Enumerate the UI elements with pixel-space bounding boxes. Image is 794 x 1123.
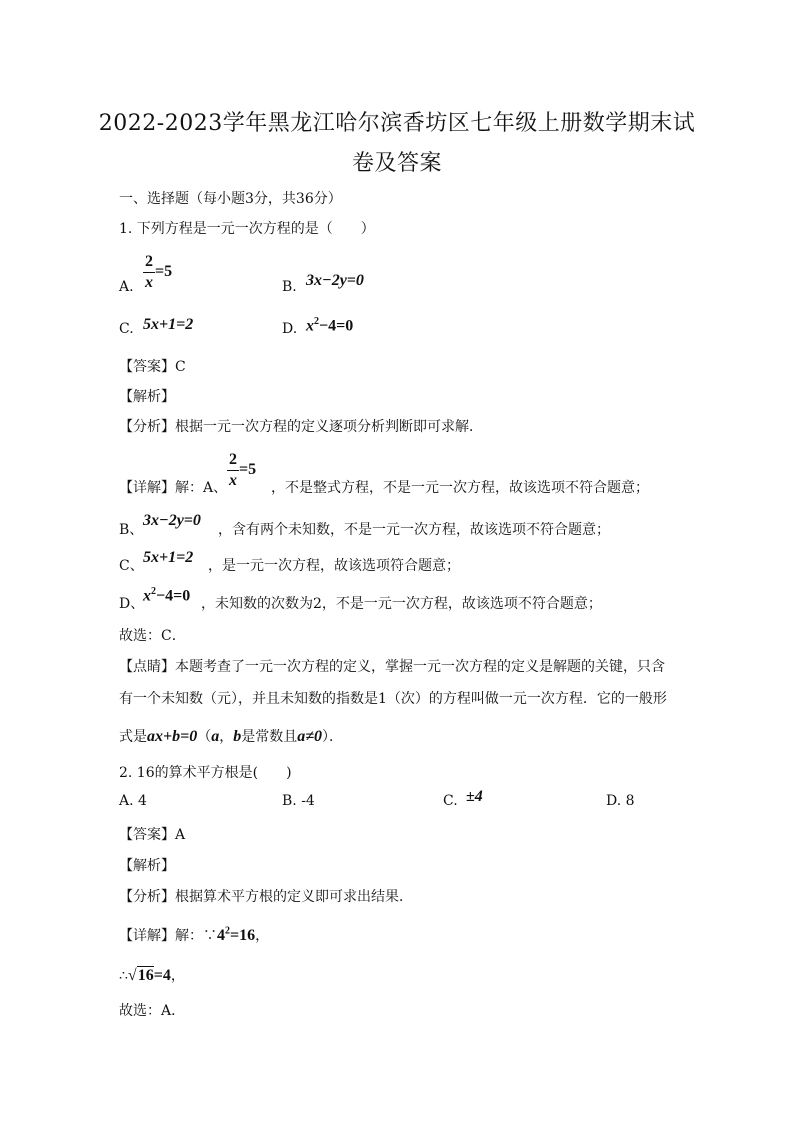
q1-option-c-math: 5x+1=2 xyxy=(143,316,194,333)
q2-option-d: D. 8 xyxy=(606,793,635,809)
math-rest: −4=0 xyxy=(156,587,191,605)
math-rest: =16 xyxy=(230,927,256,944)
q1-analysis-heading: 【解析】 xyxy=(119,389,175,405)
q2-therefore-line xyxy=(119,965,185,985)
q2-option-c-label: C. xyxy=(443,793,458,809)
dianjing-constant: 是常数且 xyxy=(241,729,298,745)
dianjing-comma: ， xyxy=(219,729,234,745)
q1-option-a-math xyxy=(143,254,172,291)
q1-detail-d-math xyxy=(143,586,190,605)
q1-fenxi: 【分析】根据一元一次方程的定义逐项分析判断即可求解． xyxy=(119,419,483,435)
q1-detail-b-math: 3x−2y=0 xyxy=(143,512,201,529)
dianjing-end: ）． xyxy=(322,729,344,745)
q2-option-b: B. -4 xyxy=(282,793,315,809)
doc-title-line-2: 卷及答案 xyxy=(351,151,442,176)
math-exponent: 2 xyxy=(151,586,156,597)
q2-comma: ， xyxy=(255,928,270,944)
q1-detail-c-text: ，是一元一次方程，故该选项符合题意； xyxy=(208,558,460,574)
equals-five: =5 xyxy=(155,263,173,281)
fraction-numerator: 2 xyxy=(227,452,239,471)
q1-detail-a-text: ，不是整式方程，不是一元一次方程，故该选项不符合题意； xyxy=(271,480,649,496)
section-heading: 一、选择题（每小题3分，共36分） xyxy=(119,191,342,207)
q2-answer: 【答案】A xyxy=(119,827,186,843)
var-b: b xyxy=(233,728,242,745)
q1-detail-b-text: ，含有两个未知数，不是一元一次方程，故该选项不符合题意； xyxy=(218,522,610,538)
q1-detail-d-prefix: D、 xyxy=(119,596,145,612)
q1-detail-b-prefix: B、 xyxy=(119,522,144,538)
q2-fenxi: 【分析】根据算术平方根的定义即可求出结果． xyxy=(119,889,413,905)
because-symbol: ∵ xyxy=(203,928,217,944)
q1-dianjing-line-2: 有一个未知数（元），并且未知数的指数是1（次）的方程叫做一元一次方程．它的一般形 xyxy=(119,691,667,707)
q1-dianjing-line-1: 【点睛】本题考查了一元一次方程的定义，掌握一元一次方程的定义是解题的关键，只含 xyxy=(119,659,665,675)
q1-detail-a-math xyxy=(227,452,256,489)
q2-comma: ， xyxy=(170,968,185,984)
q1-detail-d-text: ，未知数的次数为2，不是一元一次方程，故该选项不符合题意； xyxy=(201,596,602,612)
math-base: x xyxy=(306,317,314,335)
condition-math: a≠0 xyxy=(297,728,323,745)
q1-option-d-label: D. xyxy=(282,321,298,337)
q2-option-c-math: ±4 xyxy=(466,788,483,805)
q1-dianjing-line-3 xyxy=(119,726,343,746)
q2-choose: 故选：A． xyxy=(119,1003,186,1019)
power-math xyxy=(217,927,255,944)
dianjing-paren: （ xyxy=(197,729,212,745)
fraction-denominator: x xyxy=(145,274,153,291)
fraction-denominator: x xyxy=(229,472,237,489)
var-a: a xyxy=(211,728,220,745)
math-exponent: 2 xyxy=(225,925,230,937)
math-rest: −4=0 xyxy=(319,317,354,335)
q2-detail-prefix: 【详解】解： xyxy=(119,928,203,944)
general-form-math: ax+b=0 xyxy=(147,728,198,745)
math-base: x xyxy=(143,587,151,605)
q1-detail-prefix: 【详解】解：A、 xyxy=(119,480,228,496)
q1-option-d-math xyxy=(306,316,353,335)
sqrt-math xyxy=(128,966,171,984)
q1-detail-c-prefix: C、 xyxy=(119,558,144,574)
fraction-numerator: 2 xyxy=(143,254,155,273)
q2-stem: 2. 16的算术平方根是( ) xyxy=(119,765,292,781)
q1-option-a-label: A. xyxy=(119,279,134,295)
q1-option-b-label: B. xyxy=(282,279,297,295)
q2-detail-line xyxy=(119,925,269,945)
q1-stem: 1. 下列方程是一元一次方程的是（ ） xyxy=(119,221,375,237)
q1-choose: 故选：C． xyxy=(119,628,186,644)
q1-option-b-math: 3x−2y=0 xyxy=(306,272,364,289)
q2-analysis-heading: 【解析】 xyxy=(119,858,175,874)
q1-detail-c-math: 5x+1=2 xyxy=(143,549,194,566)
q2-option-a: A. 4 xyxy=(119,793,147,809)
q1-answer: 【答案】C xyxy=(119,359,186,375)
doc-title-line-1: 2022-2023学年黑龙江哈尔滨香坊区七年级上册数学期末试 xyxy=(98,111,696,136)
radicand: 16 xyxy=(137,967,154,984)
radical-sign: √ xyxy=(127,967,137,984)
math-rest: =4 xyxy=(153,967,171,984)
q1-option-c-label: C. xyxy=(119,321,134,337)
math-exponent: 2 xyxy=(314,316,319,327)
therefore-symbol: ∴ xyxy=(119,968,128,984)
dianjing-prefix: 式是 xyxy=(119,729,147,745)
equals-five: =5 xyxy=(239,461,257,479)
math-base: 4 xyxy=(217,927,225,944)
